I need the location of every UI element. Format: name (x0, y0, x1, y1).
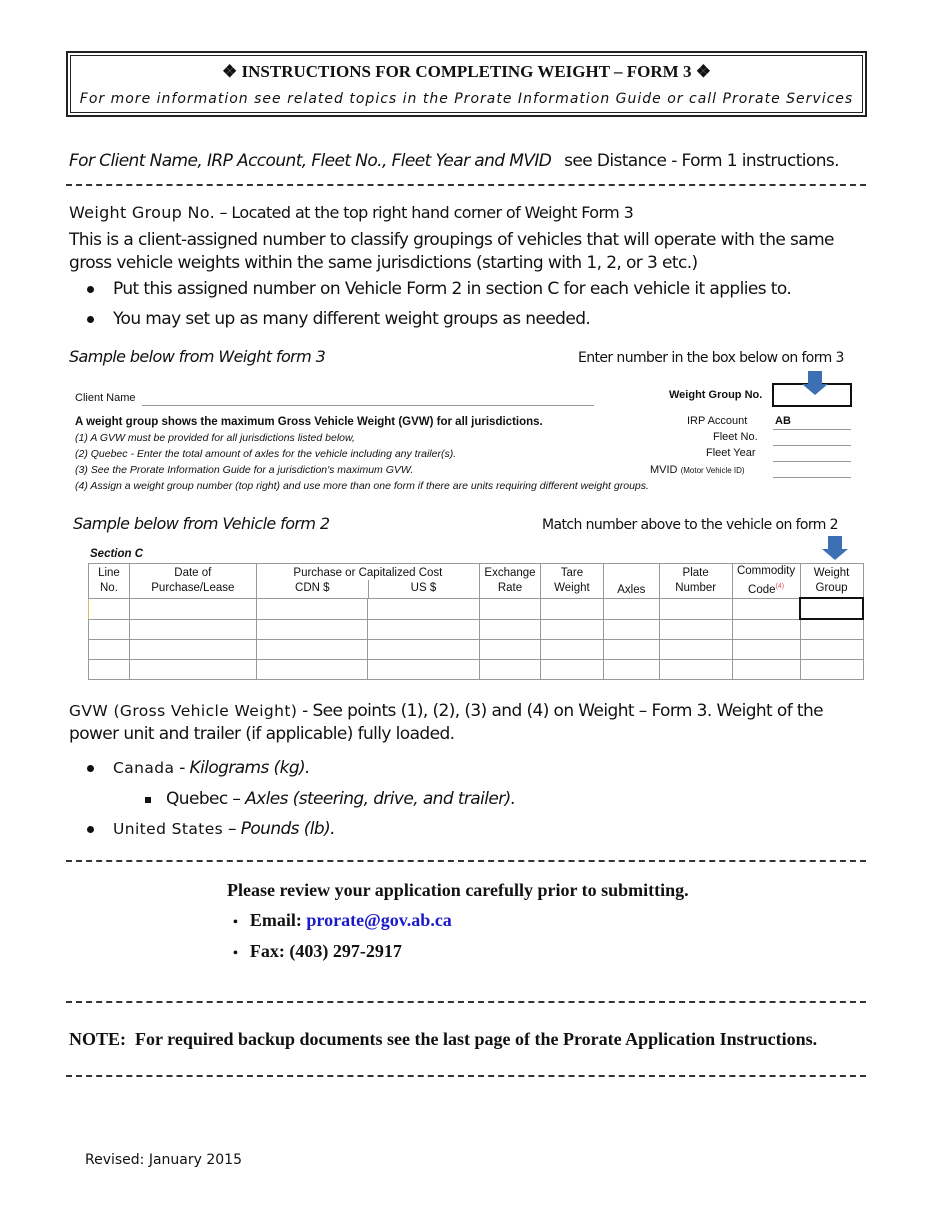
sample1-line: (2) Quebec - Enter the total amount of axles for the vehicle including any trailer(s). (75, 448, 457, 460)
mvid-text: MVID (650, 464, 678, 476)
intro-line (69, 150, 869, 173)
table-row (89, 619, 864, 640)
bullet-icon (87, 826, 94, 833)
divider (66, 1001, 866, 1003)
sample1-caption: Sample below from Weight form 3 (69, 347, 326, 366)
quebec-label: Quebec (166, 789, 228, 809)
gvw-rest: - See points (1), (2), (3) and (4) on Weight – Form 3. Weight of the power unit and trailer (if applicable) fully loaded. (69, 701, 824, 744)
gvw-label: GVW (Gross Vehicle Weight) (69, 702, 298, 720)
mvid-label (650, 464, 745, 476)
arrow-down-icon (808, 371, 822, 385)
bullet-icon (87, 316, 94, 323)
table-row (89, 660, 864, 680)
col-header: Weight Group (800, 564, 863, 599)
sample2-caption-right: Match number above to the vehicle on form 2 (542, 517, 838, 533)
sample1-heading: A weight group shows the maximum Gross Vehicle Weight (GVW) for all jurisdictions. (75, 416, 543, 428)
section-c-label: Section C (90, 548, 144, 560)
header-box (66, 51, 867, 117)
col-header: Axles (603, 564, 659, 599)
divider (66, 184, 866, 186)
fax-number: (403) 297-2917 (289, 941, 402, 961)
irp-line (773, 429, 851, 430)
us-value: Pounds (lb). (240, 819, 335, 839)
bullet-text: You may set up as many different weight groups as needed. (113, 309, 591, 329)
review-title: Please review your application carefully prior to submitting. (227, 880, 689, 900)
square-bullet-icon (145, 797, 151, 803)
us-label: United States (113, 820, 224, 838)
fleet-no-label: Fleet No. (713, 431, 758, 443)
quebec-value: Axles (steering, drive, and trailer). (245, 789, 516, 809)
mvid-note: (Motor Vehicle ID) (680, 466, 745, 475)
email-line: • Email: prorate@gov.ab.ca (233, 910, 452, 930)
table-header-row (89, 564, 864, 599)
weight-group-no-label: Weight Group No. (669, 389, 763, 401)
sample2-caption: Sample below from Vehicle form 2 (73, 514, 330, 533)
page-subtitle: For more information see related topics in the Prorate Information Guide or call Prorate Services (79, 91, 854, 107)
table-row (89, 598, 864, 619)
col-header: Tare Weight (540, 564, 603, 599)
email-link[interactable]: prorate@gov.ab.ca (306, 910, 452, 930)
irp-account-label: IRP Account (687, 415, 748, 427)
fleet-year-label: Fleet Year (706, 447, 756, 459)
bullet-icon (87, 286, 94, 293)
weight-group-heading-rest: – Located at the top right hand corner of Weight Form 3 (219, 203, 634, 222)
fleet-no-line (773, 445, 851, 446)
fleet-year-line (773, 461, 851, 462)
section-c-table (88, 563, 864, 680)
client-name-label: Client Name (75, 392, 136, 404)
list-item (69, 278, 869, 308)
canada-item: Canada - Kilograms (kg). (69, 757, 869, 780)
sample1-caption-right: Enter number in the box below on form 3 (578, 350, 844, 366)
list-item (69, 308, 869, 331)
mvid-line (773, 477, 851, 478)
sample1-line: (1) A GVW must be provided for all jurisdictions listed below, (75, 432, 355, 444)
irp-account-value: AB (775, 415, 791, 427)
intro-rest: see Distance - Form 1 instructions. (564, 151, 839, 171)
weight-group-heading (69, 201, 869, 224)
vehicle-form-sample (88, 548, 868, 676)
page-title: ❖ INSTRUCTIONS FOR COMPLETING WEIGHT – FORM 3 ❖ (222, 62, 711, 81)
arrow-down-icon (828, 536, 842, 550)
note-text: NOTE: For required backup documents see the last page of the Prorate Application Instructions. (69, 1029, 818, 1049)
sub-us: US $ (410, 581, 437, 594)
fax-line: • Fax: (403) 297-2917 (233, 941, 402, 961)
col-header: Plate Number (659, 564, 732, 599)
client-name-line (142, 405, 594, 406)
quebec-item: Quebec – Axles (steering, drive, and trailer). (69, 788, 869, 811)
weight-form-sample (72, 382, 862, 497)
email-label: Email: (249, 910, 302, 930)
divider (66, 860, 866, 862)
col-header: Purchase or Capitalized Cost CDN $ US $ (256, 564, 479, 599)
weight-group-bullets (69, 278, 869, 331)
sample1-line: (3) See the Prorate Information Guide for a jurisdiction's maximum GVW. (75, 464, 414, 476)
table-row (89, 640, 864, 660)
bullet-text: Put this assigned number on Vehicle Form 2 in section C for each vehicle it applies to. (113, 279, 792, 299)
divider (66, 1075, 866, 1077)
col-header: Date of Purchase/Lease (129, 564, 256, 599)
sub-cdn: CDN $ (295, 581, 330, 594)
col-header: Commodity Code$^{(4)}$ (732, 564, 800, 599)
col-header: Exchange Rate (480, 564, 541, 599)
weight-group-body: This is a client-assigned number to classify groupings of vehicles that will operate with the same gross vehicle weights within the same jurisdictions (starting with 1, 2, or 3 etc.) (69, 230, 834, 273)
bullet-icon (87, 765, 94, 772)
us-item: United States – Pounds (lb). (69, 818, 869, 841)
revised-date: Revised: January 2015 (85, 1152, 243, 1168)
canada-label: Canada (113, 759, 175, 777)
intro-italic: For Client Name, IRP Account, Fleet No., Fleet Year and MVID (69, 151, 552, 171)
fax-label: Fax: (249, 941, 285, 961)
sample1-line: (4) Assign a weight group number (top right) and use more than one form if there are units requiring different weight groups. (75, 480, 649, 492)
col-header: Line No. (89, 564, 130, 599)
canada-value: Kilograms (kg). (189, 758, 310, 778)
weight-group-label: Weight Group No. (69, 203, 215, 222)
gvw-paragraph (69, 700, 869, 746)
